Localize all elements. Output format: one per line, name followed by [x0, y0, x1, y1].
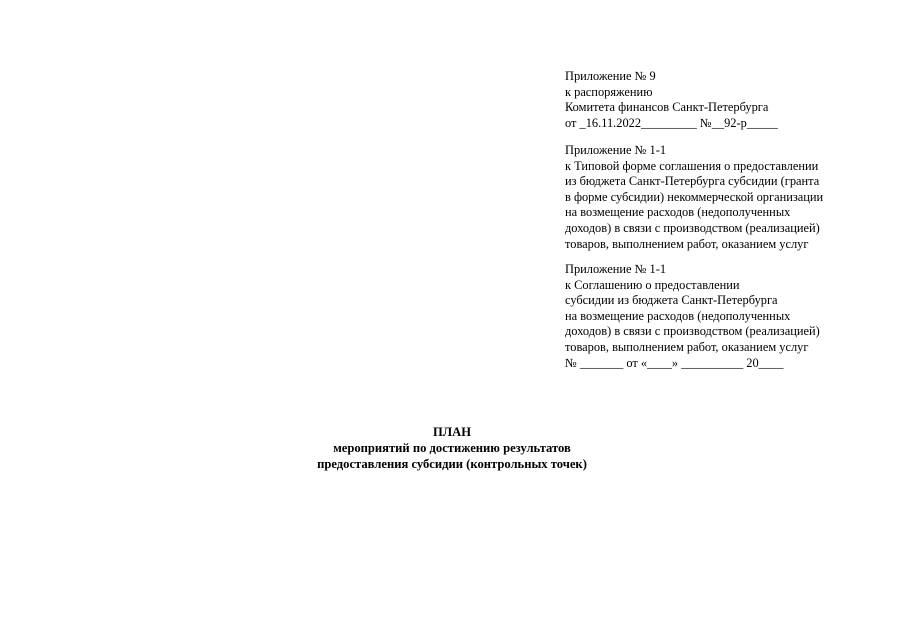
- appendix-date-number: от _16.11.2022_________ №__92-р_____: [565, 115, 778, 130]
- appendix-ref: к распоряжению: [565, 84, 653, 99]
- agreement-number-date: № _______ от «____» __________ 20____: [565, 355, 784, 370]
- typical-form-line: к Типовой форме соглашения о предоставлении: [565, 158, 819, 173]
- typical-form-line: в форме субсидии) некоммерческой организации: [565, 189, 824, 204]
- agreement-line: доходов) в связи с производством (реализацией): [565, 324, 820, 339]
- typical-form-line: Приложение № 1-1: [565, 143, 667, 157]
- appendix-issuer: Комитета финансов Санкт-Петербурга: [565, 100, 769, 115]
- title-heading: ПЛАН: [432, 425, 472, 439]
- typical-form-line: на возмещение расходов (недополученных: [565, 205, 791, 220]
- typical-form-line: из бюджета Санкт-Петербурга субсидии (гранта: [565, 174, 820, 189]
- appendix-header-agreement: [565, 262, 820, 371]
- title-subheading: предоставления субсидии (контрольных точек): [317, 457, 587, 471]
- appendix-header-main: [565, 69, 778, 131]
- typical-form-line: доходов) в связи с производством (реализацией): [565, 220, 820, 235]
- agreement-line: субсидии из бюджета Санкт-Петербурга: [565, 293, 778, 308]
- title-subheading: мероприятий по достижению результатов: [333, 441, 571, 455]
- document-title: [250, 424, 654, 472]
- agreement-line: к Соглашению о предоставлении: [565, 277, 740, 292]
- appendix-number: Приложение № 9: [565, 69, 656, 83]
- agreement-line: на возмещение расходов (недополученных: [565, 308, 791, 323]
- agreement-line: Приложение № 1-1: [565, 262, 667, 276]
- typical-form-line: товаров, выполнением работ, оказанием услуг: [565, 236, 809, 251]
- agreement-line: товаров, выполнением работ, оказанием услуг: [565, 339, 809, 354]
- appendix-header-typical-form: [565, 143, 823, 252]
